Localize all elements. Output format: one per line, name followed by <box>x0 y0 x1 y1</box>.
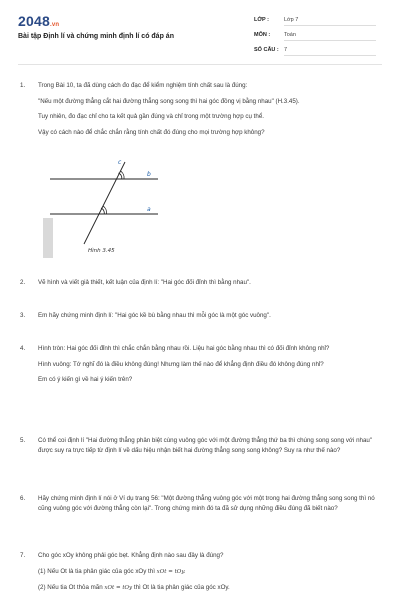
figure-parallel-lines <box>40 158 170 258</box>
question-text: Em có ý kiến gì về hai ý kiến trên? <box>38 376 133 383</box>
count-value: 7 <box>284 47 376 56</box>
question-number: 3. <box>20 312 26 319</box>
question-text: Vậy có cách nào để chắc chắn rằng tính chất đó đúng cho mọi trường hợp không? <box>38 128 265 136</box>
label-a: a <box>147 206 151 213</box>
question-number: 5. <box>20 437 26 444</box>
option-2 <box>38 583 380 594</box>
option-2-tail: thì Ot là tia phân giác của góc xOy. <box>133 584 230 591</box>
question-text: Cho góc xOy không phải góc bẹt. Khẳng định nào sau đây là đúng? <box>38 552 224 559</box>
header-divider <box>18 64 382 65</box>
image-edge-shadow <box>43 218 53 258</box>
count-label: SỐ CÂU : <box>254 47 279 53</box>
page-header <box>0 0 400 62</box>
question-text: "Nếu một đường thẳng cắt hai đường thẳng song song thì hai góc đồng vị bằng nhau" (H.3.45). <box>38 97 300 105</box>
question-text: Hình vuông: Tớ nghĩ đó là điều không đúng! Nhưng làm thế nào để khẳng định điều đó không đúng nhỉ? <box>38 360 324 368</box>
question-text: Trong Bài 10, ta đã dùng cách đo đạc để kiểm nghiệm tính chất sau là đúng: <box>38 82 248 89</box>
subject-label: MÔN : <box>254 32 271 38</box>
question-7 <box>20 551 380 594</box>
question-number: 2. <box>20 279 26 286</box>
label-b: b <box>147 171 151 178</box>
question-text: Có thể coi định lí "Hai đường thẳng phân biệt cùng vuông góc với một đường thẳng thứ ba thì chúng song song với nhau" được suy ra trực tiếp từ định lí về dấu hiệu nhận biết hai đường thẳng song song không? Suy ra như thế nào? <box>38 437 373 454</box>
question-4 <box>20 344 380 385</box>
question-6 <box>20 494 380 513</box>
question-text: Hãy chứng minh định lí nói ở Ví dụ trang 56: "Một đường thẳng vuông góc với một trong hai đường thẳng song song thì nó cũng vuông góc với đường thẳng còn lại". Trong chứng minh đó ta đã sử dụng những điều đúng đã biết nào? <box>38 495 375 512</box>
question-text: Vẽ hình và viết giả thiết, kết luận của định lí: "Hai góc đối đỉnh thì bằng nhau". <box>38 279 251 286</box>
label-c: c <box>118 159 122 166</box>
question-5 <box>20 436 380 455</box>
question-number: 6. <box>20 495 26 502</box>
question-number: 4. <box>20 345 26 352</box>
subject-value: Toán <box>284 32 376 41</box>
class-label: LỚP : <box>254 17 269 23</box>
question-text: Tuy nhiên, đo đạc chỉ cho ta kết quả gần đúng và chỉ trong một trường hợp cụ thể. <box>38 113 264 120</box>
question-3 <box>20 311 380 321</box>
option-1-text: (1) Nếu Ot là tia phân giác của góc xOy thì <box>38 567 155 575</box>
document-title: Bài tập Định lí và chứng minh định lí có đáp án <box>18 33 174 40</box>
option-1-math: xOt = tOy. <box>156 568 186 575</box>
option-2-text: (2) Nếu tia Ot thỏa mãn <box>38 584 103 591</box>
option-2-math: xOt = tOy <box>104 585 133 591</box>
line-c <box>84 162 125 244</box>
question-text: Hình tròn: Hai góc đối đỉnh thì chắc chắn bằng nhau rồi. Liệu hai góc bằng nhau thì có đối đỉnh không nhỉ? <box>38 345 330 352</box>
question-1 <box>20 81 380 137</box>
question-2 <box>20 278 380 288</box>
question-text: Em hãy chứng minh định lí: "Hai góc kề bù bằng nhau thì mỗi góc là một góc vuông". <box>38 312 271 319</box>
question-number: 1. <box>20 82 26 89</box>
site-logo[interactable]: 2048.vn <box>18 13 60 29</box>
figure-caption: Hình 3.45 <box>88 248 115 254</box>
question-number: 7. <box>20 552 26 559</box>
class-value: Lớp 7 <box>284 17 376 26</box>
option-1 <box>38 567 380 578</box>
